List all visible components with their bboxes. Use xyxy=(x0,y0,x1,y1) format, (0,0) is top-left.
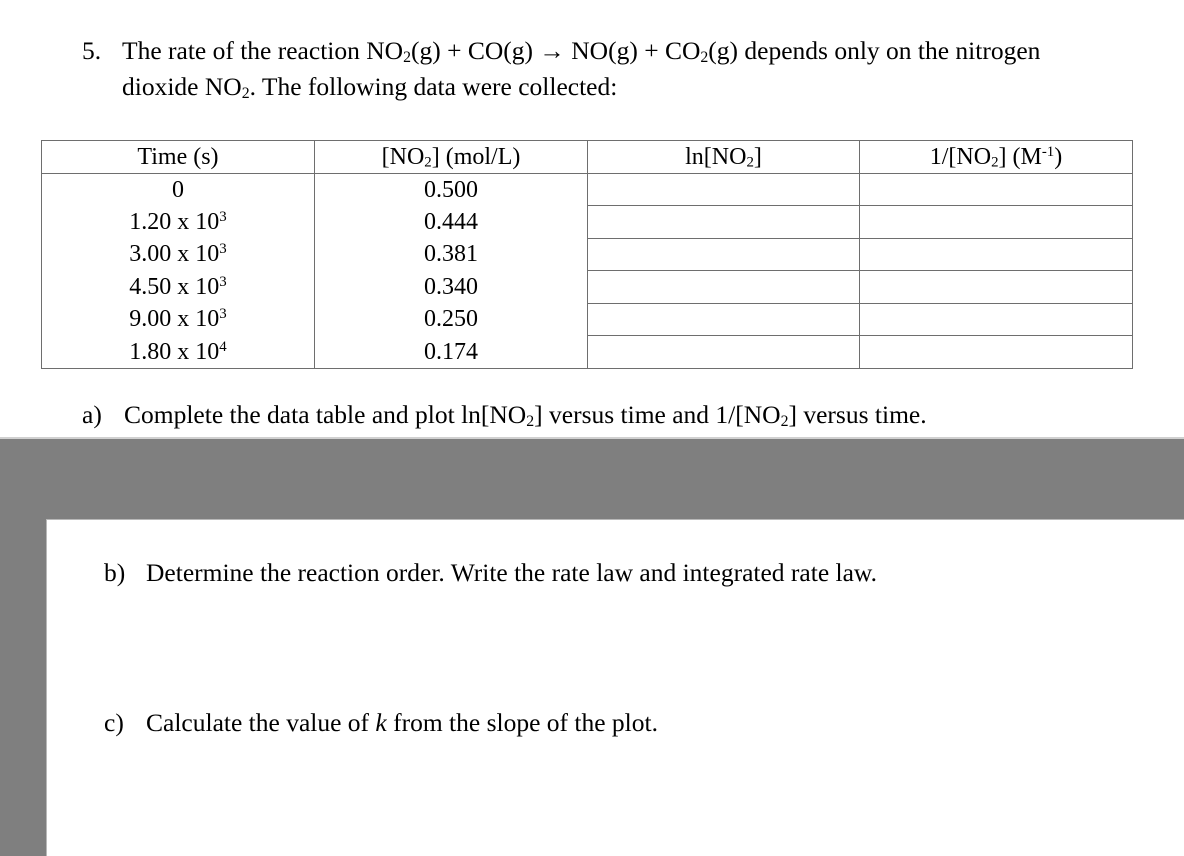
inverse-concentration-blank-cell[interactable] xyxy=(860,271,1133,304)
problem-line1-prefix: The rate of the reaction NO xyxy=(122,36,404,65)
part-b-text: Determine the reaction order. Write the rate law and integrated rate law. xyxy=(146,558,878,587)
part-c xyxy=(104,706,658,740)
ln-concentration-blank-cell[interactable] xyxy=(588,336,860,369)
table-row xyxy=(42,238,1133,271)
table-header-row xyxy=(42,141,1133,174)
subscript: 2 xyxy=(780,412,789,430)
problem-line2-suffix: . The following data were collected: xyxy=(249,72,618,101)
subscript: 2 xyxy=(700,48,709,66)
concentration-cell: 0.340 xyxy=(315,271,588,304)
concentration-cell: 0.250 xyxy=(315,303,588,336)
problem-text xyxy=(122,33,1142,105)
ln-concentration-blank-cell[interactable] xyxy=(588,173,860,206)
time-cell: 3.00 x $10^3$ xyxy=(42,238,315,271)
rate-constant-symbol: k xyxy=(375,708,387,737)
part-a-prefix: Complete the data table and plot ln[NO xyxy=(124,400,527,429)
time-cell: 1.20 x $10^3$ xyxy=(42,206,315,239)
ln-concentration-blank-cell[interactable] xyxy=(588,238,860,271)
problem-number: 5. xyxy=(82,36,102,65)
part-a xyxy=(82,398,927,432)
time-cell: 4.50 x $10^3$ xyxy=(42,271,315,304)
subscript: 2 xyxy=(241,84,250,102)
table-row xyxy=(42,173,1133,206)
part-a-mid: ] versus time and 1/[NO xyxy=(534,400,781,429)
part-c-suffix: from the slope of the plot. xyxy=(386,708,658,737)
concentration-cell: 0.174 xyxy=(315,336,588,369)
problem-line1-part2: (g) + CO(g) → NO(g) + CO xyxy=(410,36,701,65)
problem-statement xyxy=(82,33,1142,105)
concentration-cell: 0.381 xyxy=(315,238,588,271)
header-inverse-concentration: $1/[NO_2]$ $(M^{-1})$ xyxy=(860,141,1133,174)
inverse-concentration-blank-cell[interactable] xyxy=(860,238,1133,271)
time-cell: 0 xyxy=(42,173,315,206)
data-table xyxy=(41,140,1133,369)
ln-concentration-blank-cell[interactable] xyxy=(588,271,860,304)
ln-concentration-blank-cell[interactable] xyxy=(588,303,860,336)
table-row xyxy=(42,336,1133,369)
part-b-label: b) xyxy=(104,558,126,587)
time-cell: 1.80 x $10^4$ xyxy=(42,336,315,369)
header-ln-concentration: $\ln[NO_2]$ xyxy=(588,141,860,174)
problem-line1-part3: (g) depends only on the nitrogen xyxy=(708,36,1041,65)
inverse-concentration-blank-cell[interactable] xyxy=(860,336,1133,369)
table-row xyxy=(42,271,1133,304)
ln-concentration-blank-cell[interactable] xyxy=(588,206,860,239)
concentration-cell: 0.444 xyxy=(315,206,588,239)
header-concentration: $[NO_2]$ (mol/L) xyxy=(315,141,588,174)
table-row xyxy=(42,303,1133,336)
header-time: Time (s) xyxy=(42,141,315,174)
part-b xyxy=(104,556,877,590)
concentration-cell: 0.500 xyxy=(315,173,588,206)
table-row xyxy=(42,206,1133,239)
part-c-label: c) xyxy=(104,708,124,737)
inverse-concentration-blank-cell[interactable] xyxy=(860,206,1133,239)
inverse-concentration-blank-cell[interactable] xyxy=(860,173,1133,206)
part-c-prefix: Calculate the value of xyxy=(146,708,376,737)
time-cell: 9.00 x $10^3$ xyxy=(42,303,315,336)
problem-line2-prefix: dioxide NO xyxy=(122,72,242,101)
inverse-concentration-blank-cell[interactable] xyxy=(860,303,1133,336)
part-a-label: a) xyxy=(82,400,102,429)
part-a-suffix: ] versus time. xyxy=(788,400,927,429)
subscript: 2 xyxy=(526,412,535,430)
subscript: 2 xyxy=(403,48,411,66)
